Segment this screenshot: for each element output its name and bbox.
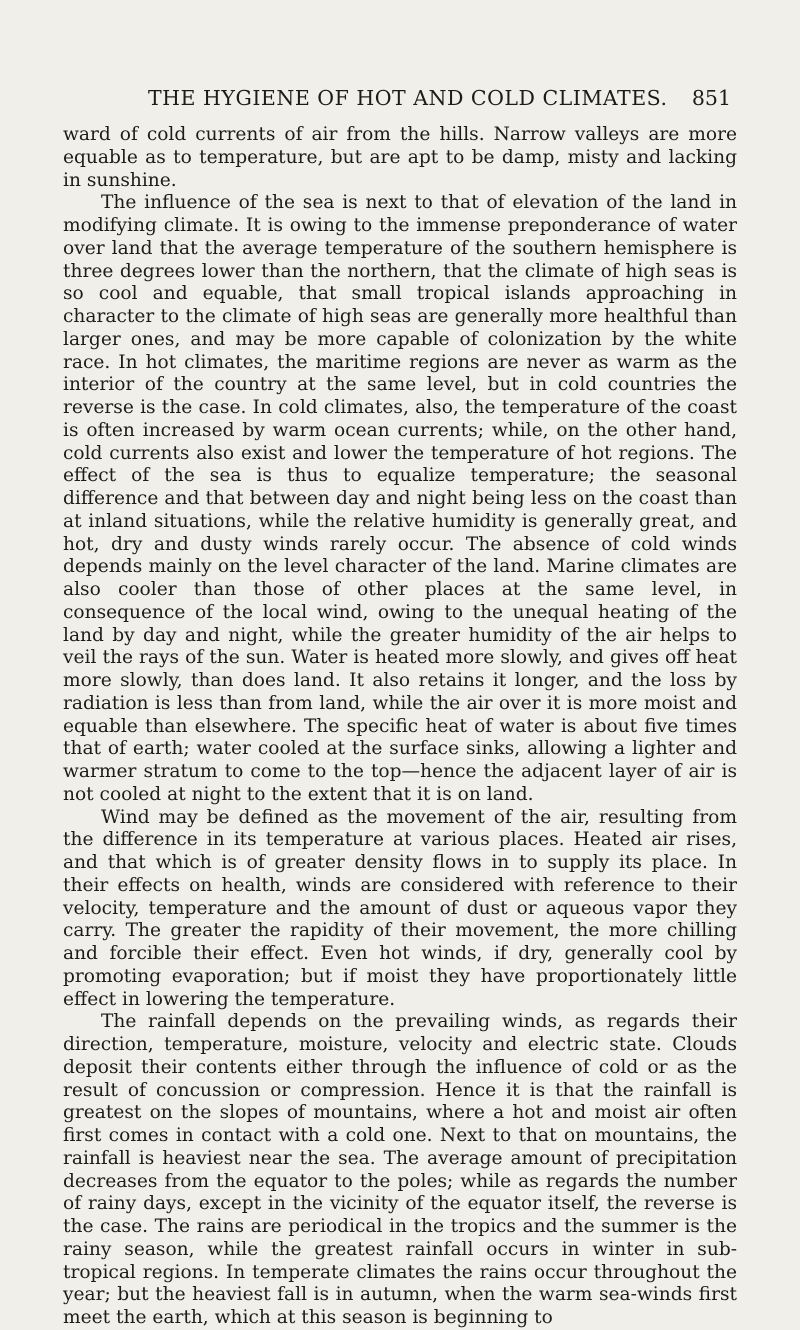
paragraph-rainfall: The rainfall depends on the prevailing winds, as regards their direction, temperature, moisture, velocity and electric state. Clouds deposit their contents either through the influence of cold or as the result of concussion or compression. Hence it is that the rainfall is greatest on the slopes of mountains, where a hot and moist air often first comes in contact with a cold one. Next to that on mountains, the rainfall is heaviest near the sea. The average amount of precipitation decreases from the equator to the poles; while as regards the number of rainy days, except in the vicinity of the equator itself, the reverse is the case. The rains are periodical in the tropics and the summer is the rainy season, while the greatest rainfall occurs in winter in sub-tropical regions. In temperate climates the rains occur throughout the year; but the heaviest fall is in autumn, when the warm sea-winds first meet the earth, which at this season is beginning to bbox=[63, 1011, 737, 1328]
paragraph-sea-influence: The influence of the sea is next to that of elevation of the land in modifying climate. It is owing to the immense preponderance of water over land that the average temperature of the southern hemisphere is three degrees lower than the northern, that the climate of high seas is so cool and equable, that small tropical islands approaching in character to the climate of high seas are generally more healthful than larger ones, and may be more capable of colonization by the white race. In hot climates, the maritime regions are never as warm as the interior of the country at the same level, but in cold countries the reverse is the case. In cold climates, also, the temperature of the coast is often increased by warm ocean currents; while, on the other hand, cold currents also exist and lower the temperature of hot regions. The effect of the sea is thus to equalize temperature; the seasonal difference and that between day and night being less on the coast than at inland situations, while the relative humidity is generally great, and hot, dry and dusty winds rarely occur. The absence of cold winds depends mainly on the level character of the land. Marine climates are also cooler than those of other places at the same level, in consequence of the local wind, owing to the unequal heating of the land by day and night, while the greater humidity of the air helps to veil the rays of the sun. Water is heated more slowly, and gives off heat more slowly, than does land. It also retains it longer, and the loss by radiation is less than from land, while the air over it is more moist and equable than elsewhere. The specific heat of water is about five times that of earth; water cooled at the surface sinks, allowing a lighter and warmer stratum to come to the top—hence the adjacent layer of air is not cooled at night to the extent that it is on land. bbox=[63, 192, 737, 805]
paragraph-wind: Wind may be defined as the movement of the air, resulting from the difference in its temperature at various places. Heated air rises, and that which is of greater density flows in to supply its place. In their effects on health, winds are considered with reference to their velocity, temperature and the amount of dust or aqueous vapor they carry. The greater the rapidity of their movement, the more chilling and forcible their effect. Even hot winds, if dry, generally cool by promoting evaporation; but if moist they have proportionately little effect in lowering the temperature. bbox=[63, 806, 737, 1010]
paragraph-continuation: ward of cold currents of air from the hills. Narrow valleys are more equable as to temperature, but are apt to be damp, misty and lacking in sunshine. bbox=[63, 124, 737, 191]
running-title: THE HYGIENE OF HOT AND COLD CLIMATES. bbox=[148, 86, 668, 110]
page-number: 851 bbox=[691, 86, 731, 110]
page-header bbox=[0, 86, 800, 116]
body-text bbox=[63, 124, 737, 1330]
